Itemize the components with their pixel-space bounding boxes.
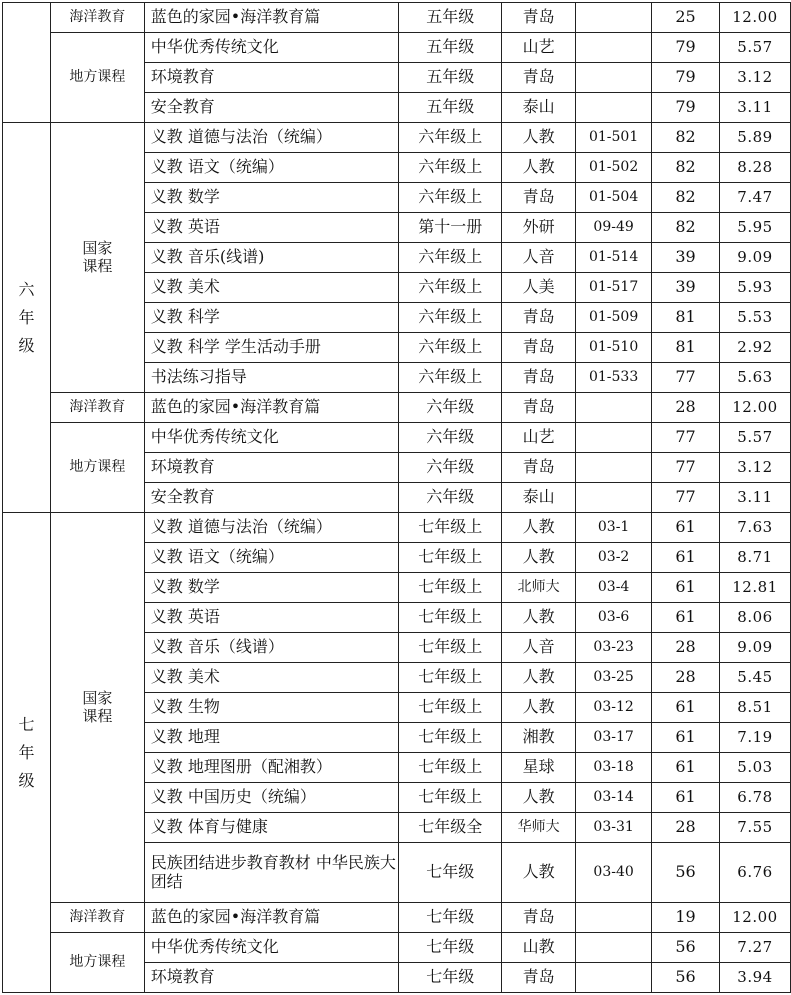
book-grade-cell: 六年级 bbox=[399, 393, 502, 423]
book-name-cell: 环境教育 bbox=[144, 63, 399, 93]
count-cell: 82 bbox=[652, 183, 720, 213]
book-name-cell: 义教 科学 学生活动手册 bbox=[144, 333, 399, 363]
count-cell: 81 bbox=[652, 333, 720, 363]
publisher-cell: 人美 bbox=[502, 273, 576, 303]
count-cell: 56 bbox=[652, 963, 720, 993]
book-grade-cell: 五年级 bbox=[399, 33, 502, 63]
count-cell: 25 bbox=[652, 3, 720, 33]
price-cell: 5.53 bbox=[719, 303, 790, 333]
book-grade-cell: 七年级 bbox=[399, 843, 502, 903]
publisher-cell: 人音 bbox=[502, 633, 576, 663]
book-grade-cell: 七年级上 bbox=[399, 663, 502, 693]
code-cell bbox=[576, 63, 652, 93]
publisher-cell: 人教 bbox=[502, 603, 576, 633]
book-grade-cell: 七年级上 bbox=[399, 513, 502, 543]
code-cell bbox=[576, 3, 652, 33]
code-cell: 09-49 bbox=[576, 213, 652, 243]
publisher-cell: 青岛 bbox=[502, 63, 576, 93]
book-name-cell: 义教 生物 bbox=[144, 693, 399, 723]
category-cell-local: 地方课程 bbox=[50, 33, 144, 123]
book-grade-cell: 六年级 bbox=[399, 423, 502, 453]
table-row bbox=[3, 933, 791, 963]
book-name-cell: 义教 中国历史（统编） bbox=[144, 783, 399, 813]
price-cell: 8.28 bbox=[719, 153, 790, 183]
price-cell: 7.47 bbox=[719, 183, 790, 213]
code-cell: 01-502 bbox=[576, 153, 652, 183]
count-cell: 61 bbox=[652, 783, 720, 813]
grade-label-cell-grade6: 六 年 级 bbox=[3, 123, 51, 513]
table-row bbox=[3, 33, 791, 63]
book-grade-cell: 七年级全 bbox=[399, 813, 502, 843]
count-cell: 79 bbox=[652, 63, 720, 93]
price-cell: 3.94 bbox=[719, 963, 790, 993]
price-cell: 5.45 bbox=[719, 663, 790, 693]
code-cell: 01-533 bbox=[576, 363, 652, 393]
textbook-table bbox=[2, 2, 791, 993]
publisher-cell: 青岛 bbox=[502, 303, 576, 333]
table-row bbox=[3, 3, 791, 33]
price-cell: 12.00 bbox=[719, 903, 790, 933]
count-cell: 61 bbox=[652, 723, 720, 753]
book-grade-cell: 七年级上 bbox=[399, 573, 502, 603]
book-grade-cell: 七年级上 bbox=[399, 783, 502, 813]
book-name-cell: 义教 道德与法治（统编） bbox=[144, 123, 399, 153]
book-name-cell: 安全教育 bbox=[144, 483, 399, 513]
price-cell: 12.00 bbox=[719, 3, 790, 33]
count-cell: 82 bbox=[652, 153, 720, 183]
book-grade-cell: 七年级上 bbox=[399, 723, 502, 753]
book-grade-cell: 七年级上 bbox=[399, 603, 502, 633]
category-cell-local: 地方课程 bbox=[50, 423, 144, 513]
book-name-cell: 义教 音乐（线谱） bbox=[144, 633, 399, 663]
code-cell bbox=[576, 393, 652, 423]
book-name-cell: 义教 体育与健康 bbox=[144, 813, 399, 843]
price-cell: 3.11 bbox=[719, 483, 790, 513]
count-cell: 79 bbox=[652, 93, 720, 123]
code-cell bbox=[576, 933, 652, 963]
table-row bbox=[3, 123, 791, 153]
book-grade-cell: 六年级上 bbox=[399, 333, 502, 363]
count-cell: 61 bbox=[652, 513, 720, 543]
book-grade-cell: 五年级 bbox=[399, 93, 502, 123]
publisher-cell: 青岛 bbox=[502, 963, 576, 993]
count-cell: 77 bbox=[652, 363, 720, 393]
price-cell: 5.89 bbox=[719, 123, 790, 153]
publisher-cell: 青岛 bbox=[502, 393, 576, 423]
publisher-cell: 山艺 bbox=[502, 423, 576, 453]
book-name-cell: 义教 数学 bbox=[144, 183, 399, 213]
book-grade-cell: 六年级 bbox=[399, 483, 502, 513]
count-cell: 77 bbox=[652, 483, 720, 513]
publisher-cell: 山教 bbox=[502, 933, 576, 963]
book-name-cell: 义教 地理图册（配湘教） bbox=[144, 753, 399, 783]
book-name-cell: 义教 英语 bbox=[144, 603, 399, 633]
price-cell: 5.93 bbox=[719, 273, 790, 303]
publisher-cell: 北师大 bbox=[502, 573, 576, 603]
book-grade-cell: 五年级 bbox=[399, 63, 502, 93]
book-grade-cell: 六年级上 bbox=[399, 183, 502, 213]
price-cell: 9.09 bbox=[719, 633, 790, 663]
book-name-cell: 安全教育 bbox=[144, 93, 399, 123]
table-row bbox=[3, 513, 791, 543]
category-cell-national: 国家 课程 bbox=[50, 513, 144, 903]
publisher-cell: 山艺 bbox=[502, 33, 576, 63]
count-cell: 61 bbox=[652, 753, 720, 783]
code-cell bbox=[576, 903, 652, 933]
count-cell: 61 bbox=[652, 543, 720, 573]
price-cell: 7.27 bbox=[719, 933, 790, 963]
book-name-cell: 中华优秀传统文化 bbox=[144, 33, 399, 63]
code-cell: 03-4 bbox=[576, 573, 652, 603]
book-name-cell: 蓝色的家园•海洋教育篇 bbox=[144, 3, 399, 33]
code-cell bbox=[576, 93, 652, 123]
price-cell: 12.00 bbox=[719, 393, 790, 423]
publisher-cell: 人教 bbox=[502, 543, 576, 573]
book-grade-cell: 六年级 bbox=[399, 453, 502, 483]
code-cell: 03-31 bbox=[576, 813, 652, 843]
publisher-cell: 华师大 bbox=[502, 813, 576, 843]
table-row bbox=[3, 423, 791, 453]
book-grade-cell: 六年级上 bbox=[399, 363, 502, 393]
count-cell: 82 bbox=[652, 213, 720, 243]
price-cell: 12.81 bbox=[719, 573, 790, 603]
count-cell: 61 bbox=[652, 573, 720, 603]
count-cell: 82 bbox=[652, 123, 720, 153]
category-cell-ocean: 海洋教育 bbox=[50, 3, 144, 33]
book-name-cell: 义教 美术 bbox=[144, 663, 399, 693]
category-cell-local: 地方课程 bbox=[50, 933, 144, 993]
price-cell: 5.63 bbox=[719, 363, 790, 393]
textbook-table-body bbox=[3, 3, 791, 993]
book-grade-cell: 七年级上 bbox=[399, 753, 502, 783]
code-cell bbox=[576, 423, 652, 453]
book-grade-cell: 七年级上 bbox=[399, 543, 502, 573]
count-cell: 28 bbox=[652, 633, 720, 663]
table-row bbox=[3, 393, 791, 423]
publisher-cell: 星球 bbox=[502, 753, 576, 783]
book-grade-cell: 五年级 bbox=[399, 3, 502, 33]
book-name-cell: 环境教育 bbox=[144, 963, 399, 993]
code-cell: 03-17 bbox=[576, 723, 652, 753]
book-name-cell: 蓝色的家园•海洋教育篇 bbox=[144, 903, 399, 933]
book-name-cell: 环境教育 bbox=[144, 453, 399, 483]
book-grade-cell: 七年级 bbox=[399, 963, 502, 993]
book-grade-cell: 六年级上 bbox=[399, 243, 502, 273]
code-cell: 03-25 bbox=[576, 663, 652, 693]
price-cell: 8.71 bbox=[719, 543, 790, 573]
code-cell: 01-509 bbox=[576, 303, 652, 333]
publisher-cell: 人教 bbox=[502, 153, 576, 183]
book-name-cell: 义教 语文（统编） bbox=[144, 153, 399, 183]
count-cell: 39 bbox=[652, 243, 720, 273]
book-name-cell: 义教 语文（统编） bbox=[144, 543, 399, 573]
price-cell: 8.06 bbox=[719, 603, 790, 633]
code-cell: 01-514 bbox=[576, 243, 652, 273]
code-cell: 01-504 bbox=[576, 183, 652, 213]
count-cell: 77 bbox=[652, 423, 720, 453]
publisher-cell: 青岛 bbox=[502, 183, 576, 213]
book-grade-cell: 七年级 bbox=[399, 933, 502, 963]
code-cell: 03-18 bbox=[576, 753, 652, 783]
code-cell bbox=[576, 963, 652, 993]
book-name-cell: 蓝色的家园•海洋教育篇 bbox=[144, 393, 399, 423]
textbook-order-sheet bbox=[2, 2, 791, 993]
price-cell: 3.12 bbox=[719, 63, 790, 93]
publisher-cell: 人教 bbox=[502, 693, 576, 723]
publisher-cell: 青岛 bbox=[502, 453, 576, 483]
publisher-cell: 人教 bbox=[502, 663, 576, 693]
count-cell: 56 bbox=[652, 933, 720, 963]
price-cell: 5.57 bbox=[719, 423, 790, 453]
price-cell: 9.09 bbox=[719, 243, 790, 273]
code-cell: 03-1 bbox=[576, 513, 652, 543]
publisher-cell: 人教 bbox=[502, 513, 576, 543]
book-grade-cell: 七年级上 bbox=[399, 633, 502, 663]
code-cell: 01-517 bbox=[576, 273, 652, 303]
count-cell: 28 bbox=[652, 663, 720, 693]
publisher-cell: 湘教 bbox=[502, 723, 576, 753]
book-name-cell: 义教 美术 bbox=[144, 273, 399, 303]
price-cell: 6.78 bbox=[719, 783, 790, 813]
code-cell: 03-14 bbox=[576, 783, 652, 813]
price-cell: 7.55 bbox=[719, 813, 790, 843]
code-cell: 01-501 bbox=[576, 123, 652, 153]
price-cell: 8.51 bbox=[719, 693, 790, 723]
count-cell: 56 bbox=[652, 843, 720, 903]
code-cell: 01-510 bbox=[576, 333, 652, 363]
count-cell: 28 bbox=[652, 813, 720, 843]
publisher-cell: 青岛 bbox=[502, 363, 576, 393]
book-name-cell: 义教 音乐(线谱) bbox=[144, 243, 399, 273]
count-cell: 61 bbox=[652, 693, 720, 723]
count-cell: 61 bbox=[652, 603, 720, 633]
count-cell: 39 bbox=[652, 273, 720, 303]
price-cell: 7.19 bbox=[719, 723, 790, 753]
publisher-cell: 人教 bbox=[502, 843, 576, 903]
book-grade-cell: 七年级上 bbox=[399, 693, 502, 723]
price-cell: 3.12 bbox=[719, 453, 790, 483]
category-cell-national: 国家 课程 bbox=[50, 123, 144, 393]
book-grade-cell: 六年级上 bbox=[399, 153, 502, 183]
price-cell: 7.63 bbox=[719, 513, 790, 543]
count-cell: 19 bbox=[652, 903, 720, 933]
publisher-cell: 青岛 bbox=[502, 333, 576, 363]
publisher-cell: 青岛 bbox=[502, 903, 576, 933]
book-name-cell: 中华优秀传统文化 bbox=[144, 933, 399, 963]
count-cell: 81 bbox=[652, 303, 720, 333]
code-cell: 03-12 bbox=[576, 693, 652, 723]
book-name-cell: 义教 数学 bbox=[144, 573, 399, 603]
book-name-cell: 义教 科学 bbox=[144, 303, 399, 333]
count-cell: 28 bbox=[652, 393, 720, 423]
price-cell: 2.92 bbox=[719, 333, 790, 363]
publisher-cell: 青岛 bbox=[502, 3, 576, 33]
category-cell-ocean: 海洋教育 bbox=[50, 903, 144, 933]
publisher-cell: 外研 bbox=[502, 213, 576, 243]
price-cell: 3.11 bbox=[719, 93, 790, 123]
book-name-cell: 义教 英语 bbox=[144, 213, 399, 243]
price-cell: 5.57 bbox=[719, 33, 790, 63]
code-cell bbox=[576, 483, 652, 513]
price-cell: 5.03 bbox=[719, 753, 790, 783]
book-grade-cell: 六年级上 bbox=[399, 303, 502, 333]
grade-cell-grade5-tail bbox=[3, 3, 51, 123]
count-cell: 79 bbox=[652, 33, 720, 63]
grade-label-cell-grade7: 七 年 级 bbox=[3, 513, 51, 993]
code-cell bbox=[576, 33, 652, 63]
book-grade-cell: 六年级上 bbox=[399, 123, 502, 153]
book-name-cell: 中华优秀传统文化 bbox=[144, 423, 399, 453]
category-cell-ocean: 海洋教育 bbox=[50, 393, 144, 423]
book-name-cell: 书法练习指导 bbox=[144, 363, 399, 393]
book-name-cell: 义教 道德与法治（统编） bbox=[144, 513, 399, 543]
publisher-cell: 人音 bbox=[502, 243, 576, 273]
price-cell: 6.76 bbox=[719, 843, 790, 903]
code-cell: 03-2 bbox=[576, 543, 652, 573]
table-row bbox=[3, 903, 791, 933]
book-grade-cell: 七年级 bbox=[399, 903, 502, 933]
book-grade-cell: 第十一册 bbox=[399, 213, 502, 243]
code-cell bbox=[576, 453, 652, 483]
publisher-cell: 泰山 bbox=[502, 93, 576, 123]
publisher-cell: 泰山 bbox=[502, 483, 576, 513]
book-name-cell: 民族团结进步教育教材 中华民族大团结 bbox=[144, 843, 399, 903]
book-name-cell: 义教 地理 bbox=[144, 723, 399, 753]
price-cell: 5.95 bbox=[719, 213, 790, 243]
publisher-cell: 人教 bbox=[502, 783, 576, 813]
book-grade-cell: 六年级上 bbox=[399, 273, 502, 303]
code-cell: 03-40 bbox=[576, 843, 652, 903]
publisher-cell: 人教 bbox=[502, 123, 576, 153]
count-cell: 77 bbox=[652, 453, 720, 483]
code-cell: 03-23 bbox=[576, 633, 652, 663]
code-cell: 03-6 bbox=[576, 603, 652, 633]
